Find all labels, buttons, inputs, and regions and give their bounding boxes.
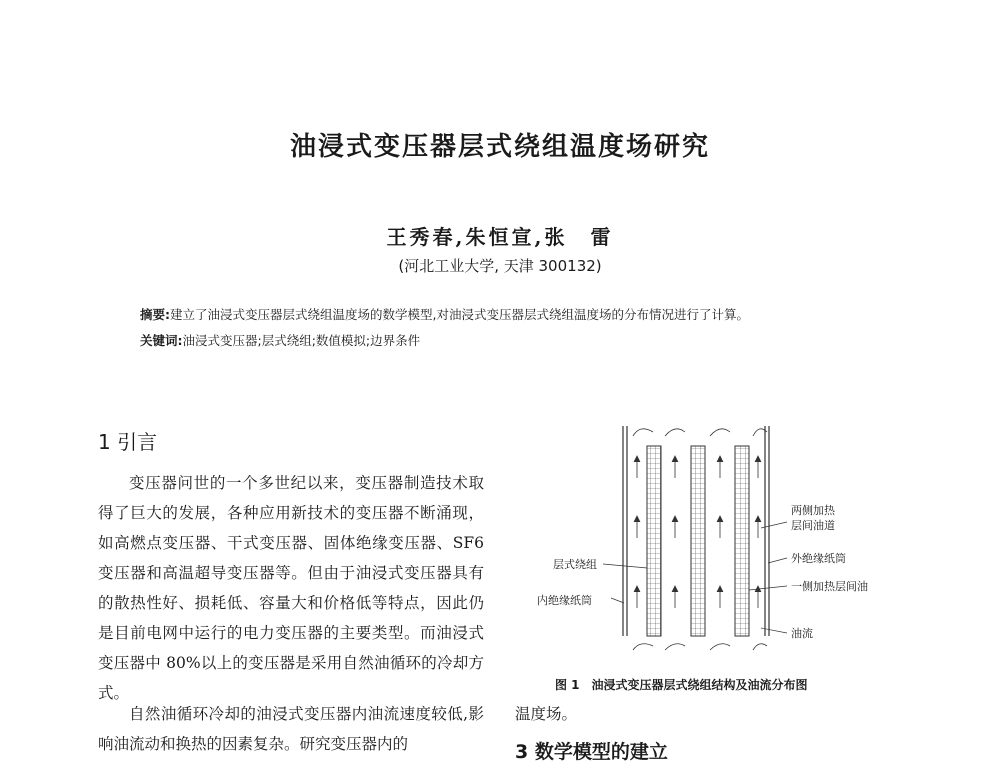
section-heading-introduction: 1 引言 — [98, 430, 158, 454]
paper-affiliation: (河北工业大学, 天津 300132) — [398, 257, 602, 275]
keywords-text: 油浸式变压器;层式绕组;数值模拟;边界条件 — [182, 333, 421, 348]
label-both-heated-2: 层间油道 — [791, 519, 835, 532]
abstract-label: 摘要: — [140, 307, 170, 322]
body-paragraph: 自然油循环冷却的油浸式变压器内油流速度较低,影响油流动和换热的因素复杂。研究变压器内的 — [98, 705, 484, 753]
continuation-text: 温度场。 — [515, 705, 578, 723]
section-heading-model: 3 数学模型的建立 — [515, 741, 668, 763]
abstract-block — [140, 302, 900, 354]
abstract-text: 建立了油浸式变压器层式绕组温度场的数学模型,对油浸式变压器层式绕组温度场的分布情况进行了计算。 — [170, 307, 749, 322]
body-paragraph: 变压器问世的一个多世纪以来，变压器制造技术取得了巨大的发展，各种应用新技术的变压器不断涌现，如高燃点变压器、干式变压器、固体绝缘变压器、SF6 变压器和高温超导变压器等。但由于油浸式变压器具有的散热性好、损耗低、容量大和价格低等特点，因此仍是目前电网中运行的电力变压器的主要类型。而油浸式变压器中 80%以上的变压器是采用自然油循环的冷却方式。 — [98, 474, 484, 702]
figure-caption: 图 1 油浸式变压器层式绕组结构及油流分布图 — [555, 678, 808, 692]
keywords-label: 关键词: — [140, 333, 183, 348]
paper-title: 油浸式变压器层式绕组温度场研究 — [289, 132, 710, 162]
label-oil-flow: 油流 — [791, 627, 813, 640]
label-winding: 层式绕组 — [553, 558, 597, 571]
paper-authors: 王秀春,朱恒宣,张 雷 — [386, 225, 614, 249]
label-both-heated-1: 两侧加热 — [791, 504, 835, 517]
figure-winding-structure — [515, 418, 895, 667]
label-one-side-heated: 一侧加热层间油 — [791, 580, 868, 593]
winding-layers — [647, 446, 749, 636]
keywords-line — [140, 328, 900, 354]
label-outer-insulation: 外绝缘纸筒 — [791, 552, 846, 565]
abstract-line — [140, 302, 900, 328]
label-inner-insulation: 内绝缘纸筒 — [537, 594, 592, 607]
